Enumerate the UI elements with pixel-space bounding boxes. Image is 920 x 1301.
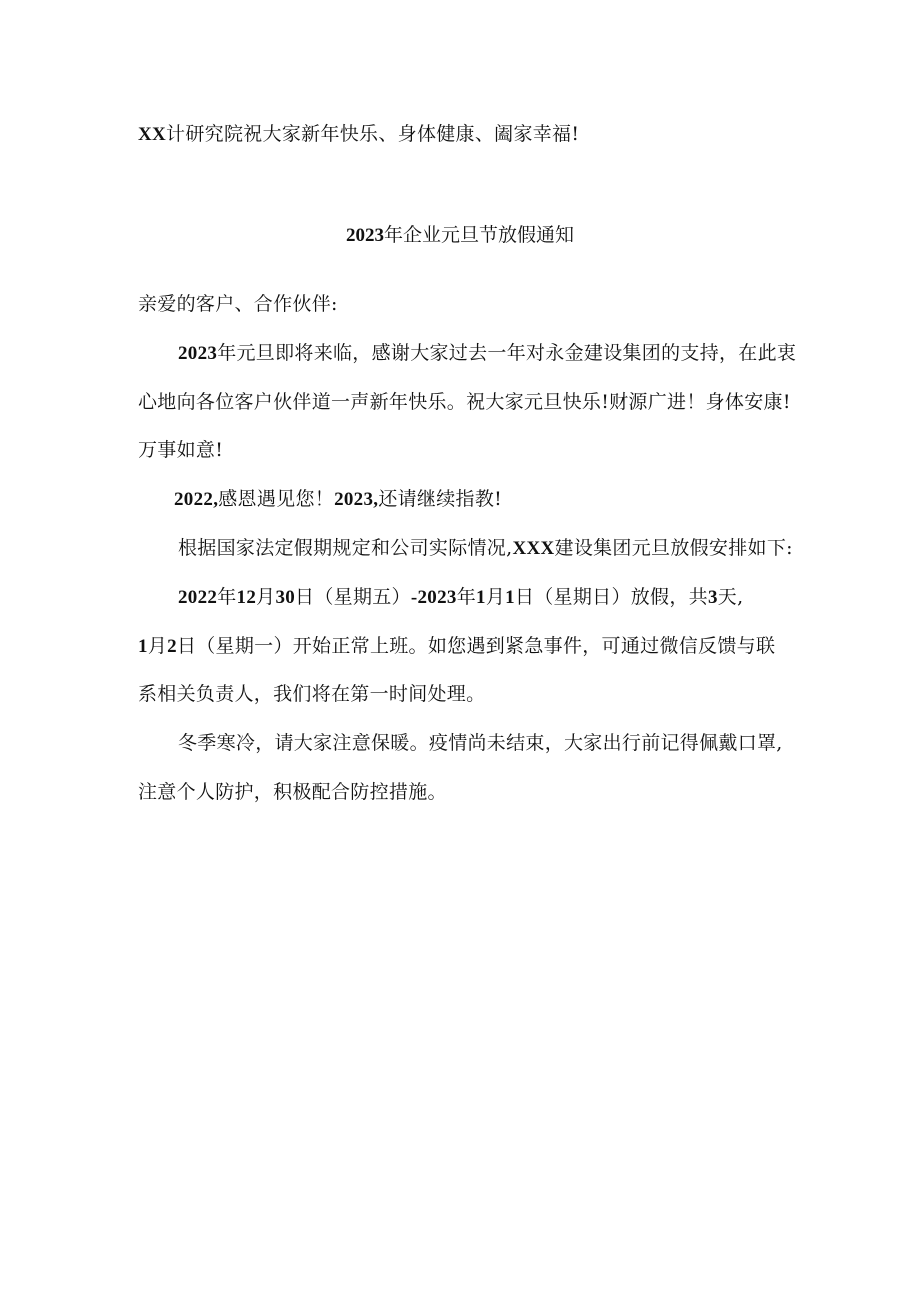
paragraph2-year-a: 2022, [174,489,219,510]
paragraph2-year-b: 2023, [334,489,379,510]
paragraph2-text-b: 还请继续指教! [378,488,503,510]
title-year: 2023 [345,225,384,246]
p4-n3: 30 [275,587,296,608]
paragraph1-line1-text: 年元旦即将来临，感谢大家过去一年对永金建设集团的支持，在此衷 [217,342,797,364]
greeting-prefix: XX [138,124,167,145]
paragraph4-line1 [178,585,743,610]
p4-n7: 3 [707,587,718,608]
paragraph5-line2: 注意个人防护，积极配合防控措施。 [138,781,447,803]
p4-n6: 1 [505,587,515,608]
p4-t8: 月 [147,635,168,657]
p4-n5: 1 [476,587,486,608]
p4-t4: 年 [456,586,476,608]
p4-t3: 日（星期五） [295,586,411,608]
paragraph2 [174,487,502,512]
p4-t5: 月 [485,586,506,608]
greeting-line [138,122,579,147]
p4-n9: 2 [167,636,177,657]
paragraph1-line3: 万事如意! [138,439,224,461]
title-text: 年企业元旦节放假通知 [383,224,574,246]
paragraph1-line1 [178,341,796,366]
p4-n2: 12 [236,587,257,608]
salutation: 亲爱的客户、合作伙伴: [138,293,338,315]
paragraph1-line2: 心地向各位客户伙伴道一声新年快乐。祝大家元旦快乐!财源广进！身体安康! [138,391,791,413]
p4-t6: 日（星期日）放假，共 [514,586,708,608]
paragraph2-text-a: 感恩遇见您！ [218,488,335,510]
notice-title [0,223,920,248]
paragraph4-line2 [138,634,775,659]
p4-t9: 日（星期一）开始正常上班。如您遇到紧急事件，可通过微信反馈与联 [176,635,776,657]
greeting-text: 计研究院祝大家新年快乐、身体健康、阖家幸福! [166,123,580,145]
paragraph1-year: 2023 [178,343,218,364]
paragraph4-line3: 系相关负责人，我们将在第一时间处理。 [138,683,486,705]
p4-n8: 1 [138,636,148,657]
p4-n1: 2022 [178,587,218,608]
p4-t7: 天, [717,586,744,608]
paragraph3-company: XXX [512,538,555,559]
paragraph3-text-a: 根据国家法定假期规定和公司实际情况, [178,537,513,559]
p4-n4: -2023 [410,587,457,608]
p4-t2: 月 [256,586,276,608]
paragraph3 [178,536,793,561]
p4-t1: 年 [217,586,237,608]
paragraph3-text-b: 建设集团元旦放假安排如下: [554,537,793,559]
paragraph5-line1: 冬季寒冷，请大家注意保暖。疫情尚未结束，大家出行前记得佩戴口罩, [178,732,783,754]
